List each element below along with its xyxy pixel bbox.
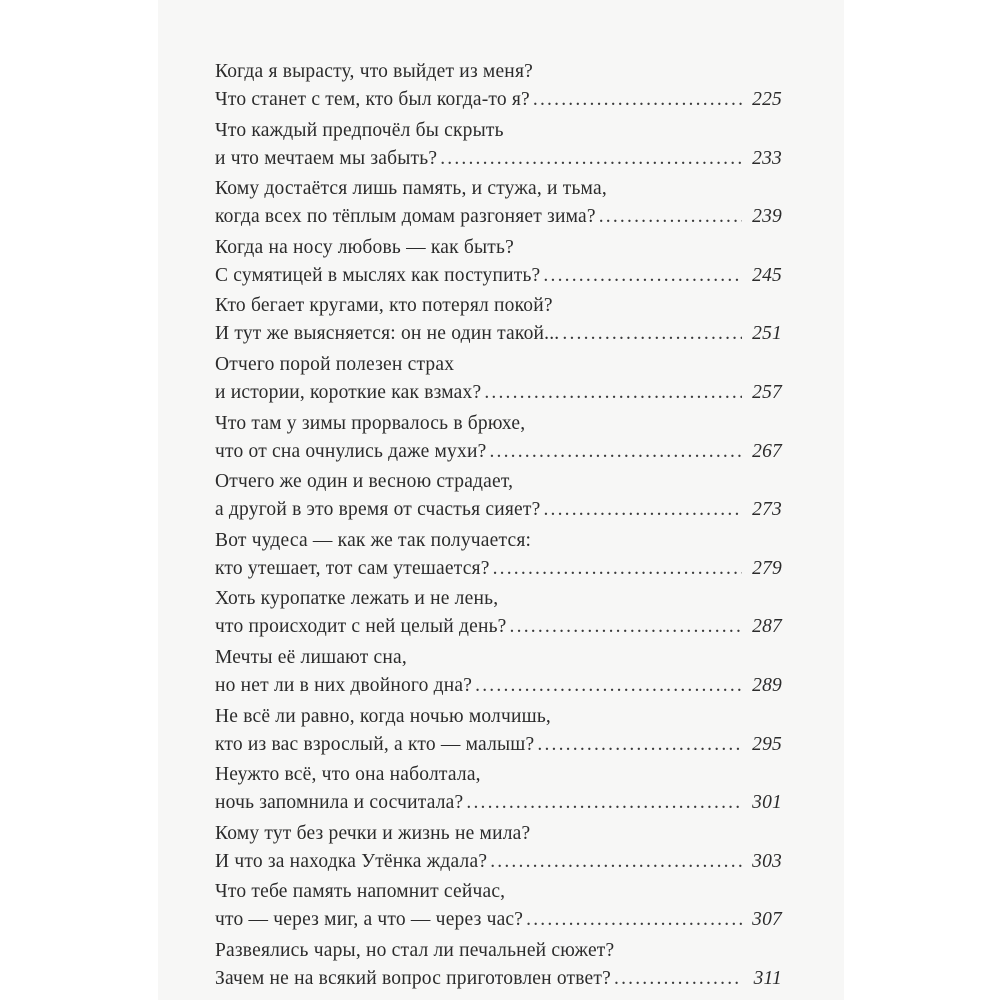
toc-entry-title-line1: Кто бегает кругами, кто потерял покой? bbox=[215, 295, 553, 317]
toc-entry-title-line1: Кому достаётся лишь память, и стужа, и тьма, bbox=[215, 178, 607, 200]
toc-page-number: 301 bbox=[752, 792, 782, 814]
toc-entry bbox=[215, 58, 782, 117]
toc-entry-title-line2-row bbox=[215, 262, 782, 290]
toc-entry-title-line2: что — через миг, а что — через час? bbox=[215, 909, 524, 931]
toc-entry-title-line2-row bbox=[215, 320, 782, 348]
toc-entry-title-line1: Что каждый предпочёл бы скрыть bbox=[215, 119, 504, 141]
toc-entry-title-line1: Неужто всё, что она наболтала, bbox=[215, 764, 481, 786]
toc-entry-title-line2: И тут же выясняется: он не один такой... bbox=[215, 323, 560, 345]
toc-entry-title-line2-row bbox=[215, 848, 782, 876]
toc-entry-title-line2: ночь запомнила и сосчитала? bbox=[215, 792, 464, 814]
toc-page-number: 257 bbox=[752, 381, 782, 403]
toc-entry-title-line2-row bbox=[215, 203, 782, 231]
toc-entry-title-line1: Хоть куропатке лежать и не лень, bbox=[215, 588, 499, 610]
toc-entry bbox=[215, 175, 782, 234]
toc-entry-title-line1: Что там у зимы прорвалось в брюхе, bbox=[215, 412, 526, 434]
dot-leader bbox=[493, 555, 742, 583]
toc-entry bbox=[215, 703, 782, 762]
dot-leader bbox=[466, 789, 742, 817]
dot-leader bbox=[484, 379, 742, 407]
toc-entry-title-line2-row bbox=[215, 555, 782, 583]
toc-entry bbox=[215, 585, 782, 644]
toc-entry-title-line2: С сумятицей в мыслях как поступить? bbox=[215, 264, 541, 286]
toc-page-number: 307 bbox=[752, 909, 782, 931]
toc-entry-title-line1: Мечты её лишают сна, bbox=[215, 646, 407, 668]
toc-entry bbox=[215, 644, 782, 703]
table-of-contents bbox=[215, 58, 782, 996]
dot-leader bbox=[543, 496, 742, 524]
toc-entry-title-line2: кто из вас взрослый, а кто — малыш? bbox=[215, 733, 535, 755]
toc-entry-title-line2-row bbox=[215, 731, 782, 759]
toc-page-number: 311 bbox=[753, 967, 782, 989]
dot-leader bbox=[475, 672, 742, 700]
toc-entry bbox=[215, 878, 782, 937]
toc-entry-title-line2: и что мечтаем мы забыть? bbox=[215, 147, 438, 169]
toc-entry-title-line2: И что за находка Утёнка ждала? bbox=[215, 850, 488, 872]
toc-page-number: 295 bbox=[752, 733, 782, 755]
toc-entry-title-line2-row bbox=[215, 965, 782, 993]
toc-page-number: 273 bbox=[752, 499, 782, 521]
toc-entry bbox=[215, 761, 782, 820]
dot-leader bbox=[489, 438, 742, 466]
toc-entry-title-line2-row bbox=[215, 379, 782, 407]
toc-entry bbox=[215, 468, 782, 527]
toc-entry-title-line2-row bbox=[215, 672, 782, 700]
toc-entry-title-line2-row bbox=[215, 906, 782, 934]
dot-leader bbox=[533, 86, 742, 114]
toc-entry-title-line1: Вот чудеса — как же так получается: bbox=[215, 529, 532, 551]
toc-entry-title-line2: Зачем не на всякий вопрос приготовлен ответ? bbox=[215, 967, 611, 989]
toc-page-number: 245 bbox=[752, 264, 782, 286]
toc-entry bbox=[215, 410, 782, 469]
toc-entry bbox=[215, 937, 782, 996]
toc-entry bbox=[215, 820, 782, 879]
toc-page-number: 289 bbox=[752, 674, 782, 696]
toc-entry-title-line2: что от сна очнулись даже мухи? bbox=[215, 440, 487, 462]
toc-entry bbox=[215, 351, 782, 410]
toc-entry-title-line1: Когда я вырасту, что выйдет из меня? bbox=[215, 61, 533, 82]
toc-entry-title-line1: Не всё ли равно, когда ночью молчишь, bbox=[215, 705, 552, 727]
dot-leader bbox=[614, 965, 742, 993]
toc-entry-title-line2: кто утешает, тот сам утешается? bbox=[215, 557, 490, 579]
dot-leader bbox=[510, 613, 742, 641]
toc-entry-title-line2: что происходит с ней целый день? bbox=[215, 616, 507, 638]
toc-entry-title-line2-row bbox=[215, 613, 782, 641]
dot-leader bbox=[526, 906, 742, 934]
toc-entry-title-line1: Когда на носу любовь — как быть? bbox=[215, 236, 514, 258]
toc-entry bbox=[215, 117, 782, 176]
toc-entry-title-line2-row bbox=[215, 789, 782, 817]
toc-entry bbox=[215, 292, 782, 351]
dot-leader bbox=[537, 731, 742, 759]
toc-entry-title-line2-row bbox=[215, 145, 782, 173]
toc-entry-title-line2-row bbox=[215, 438, 782, 466]
toc-entry-title-line2: но нет ли в них двойного дна? bbox=[215, 674, 473, 696]
toc-entry-title-line2: и истории, короткие как взмах? bbox=[215, 381, 482, 403]
toc-page-number: 233 bbox=[752, 147, 782, 169]
dot-leader bbox=[599, 203, 742, 231]
dot-leader bbox=[543, 262, 742, 290]
dot-leader bbox=[440, 145, 742, 173]
dot-leader bbox=[490, 848, 742, 876]
toc-page-number: 279 bbox=[752, 557, 782, 579]
toc-entry bbox=[215, 527, 782, 586]
toc-page-number: 239 bbox=[752, 206, 782, 228]
toc-entry-title-line2: Что станет с тем, кто был когда-то я? bbox=[215, 89, 530, 110]
toc-page-number: 267 bbox=[752, 440, 782, 462]
toc-page-number: 303 bbox=[752, 850, 782, 872]
dot-leader bbox=[562, 320, 742, 348]
toc-entry-title-line1: Отчего порой полезен страх bbox=[215, 353, 455, 375]
toc-page-number: 225 bbox=[752, 89, 782, 110]
toc-entry-title-line1: Отчего же один и весною страдает, bbox=[215, 471, 514, 493]
toc-entry-title-line2: а другой в это время от счастья сияет? bbox=[215, 499, 541, 521]
toc-entry-title-line2-row bbox=[215, 86, 782, 114]
toc-entry-title-line1: Кому тут без речки и жизнь не мила? bbox=[215, 822, 531, 844]
toc-page-number: 287 bbox=[752, 616, 782, 638]
toc-entry-title-line2: когда всех по тёплым домам разгоняет зима? bbox=[215, 206, 596, 228]
toc-page-number: 251 bbox=[752, 323, 782, 345]
toc-entry-title-line2-row bbox=[215, 496, 782, 524]
toc-entry-title-line1: Развеялись чары, но стал ли печальней сюжет? bbox=[215, 939, 615, 961]
toc-entry-title-line1: Что тебе память напомнит сейчас, bbox=[215, 881, 506, 903]
toc-entry bbox=[215, 234, 782, 293]
